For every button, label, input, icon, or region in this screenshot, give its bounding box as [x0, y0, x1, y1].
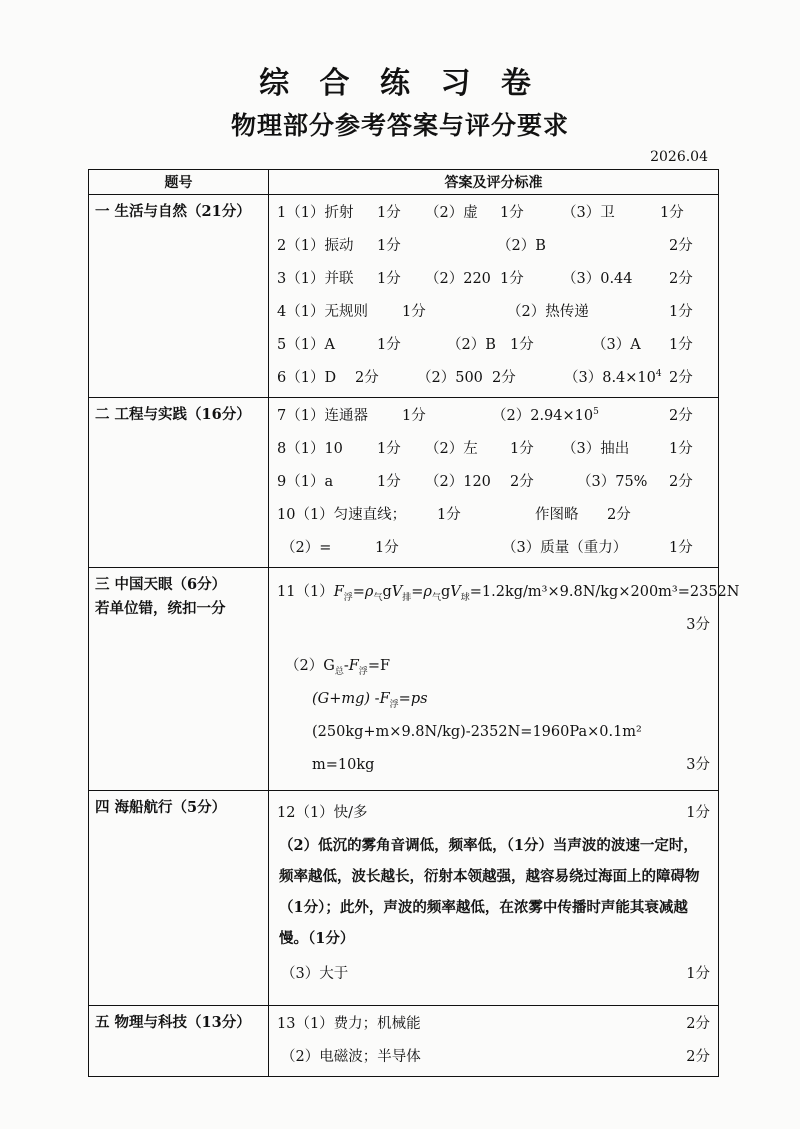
page-title: 综 合 练 习 卷 — [259, 66, 541, 101]
score-line-1 — [277, 609, 710, 642]
answer-text — [564, 362, 662, 395]
score-text: 1分 — [669, 540, 693, 556]
score-text: 2分 — [607, 507, 631, 523]
answer-line-12 — [277, 797, 710, 830]
answer-text: （3）抽出 — [562, 441, 630, 457]
answer-line-13-2 — [277, 1041, 710, 1074]
answer-text: （2）B — [497, 238, 546, 254]
answer-line-4 — [277, 296, 710, 329]
score-text: 1分 — [375, 540, 399, 556]
formula-line-1 — [277, 576, 740, 609]
score-text: 1分 — [660, 205, 684, 221]
answer-text: 作图略 — [535, 507, 579, 523]
col-header-number: 题号 — [89, 170, 269, 195]
score-text: 2分 — [355, 370, 379, 386]
formula-text: m=10kg — [312, 757, 375, 773]
score-text: 1分 — [510, 441, 534, 457]
section-answers-5 — [269, 1006, 719, 1077]
score-text: 3分 — [686, 757, 710, 773]
answer-exponent: 5 — [593, 407, 599, 418]
score-text: 2分 — [669, 474, 693, 490]
answer-base: （2）2.94×10 — [492, 408, 594, 424]
answer-line-6 — [277, 362, 710, 395]
answer-text: 4（1）无规则 — [277, 304, 368, 320]
answer-text: （2）热传递 — [507, 304, 589, 320]
score-text: 1分 — [377, 271, 401, 287]
formula-text: $11(1)F_浮=\rho_气gV_排=\rho_气gV_球=1.2kg/m^3\times 9.8N/kg\times 200m^3=2352N$ — [277, 584, 740, 603]
section-title-text: 三 中国天眼（6分） — [95, 576, 227, 593]
answer-table — [88, 169, 740, 1077]
score-text: 1分 — [669, 337, 693, 353]
score-text: 1分 — [377, 337, 401, 353]
answer-text: （2）虚 — [425, 205, 478, 221]
score-text: 1分 — [402, 408, 426, 424]
score-text: 1分 — [686, 966, 710, 982]
formula-prefix: （2）G — [285, 658, 335, 674]
score-text: 2分 — [510, 474, 534, 490]
answer-text: （3）A — [592, 337, 641, 353]
section-title-5: 五 物理与科技（13分） — [89, 1006, 269, 1077]
section-row-5 — [89, 1006, 719, 1077]
answer-text: （2）220 — [425, 271, 491, 287]
answer-line-12-3 — [277, 958, 710, 991]
score-text: 2分 — [669, 271, 693, 287]
answer-line-2 — [277, 230, 710, 263]
score-text: 2分 — [686, 1016, 710, 1032]
answer-text: （3）卫 — [562, 205, 615, 221]
answer-text: 13（1）费力；机械能 — [277, 1016, 421, 1032]
answer-text: （2）B — [447, 337, 496, 353]
answer-line-8 — [277, 433, 710, 466]
table-header-row — [89, 170, 719, 195]
answer-text: （2）电磁波；半导体 — [281, 1049, 421, 1065]
formula-line-2 — [277, 650, 710, 683]
answer-text: 7（1）连通器 — [277, 408, 368, 424]
section-note: 若单位错，统扣一分 — [95, 600, 226, 617]
section-row-2 — [89, 398, 719, 568]
formula-prefix: 11（1） — [277, 584, 334, 600]
score-text: 1分 — [377, 238, 401, 254]
formula-subscript: 总 — [334, 666, 344, 677]
section-row-4 — [89, 791, 719, 1006]
score-text: 1分 — [377, 474, 401, 490]
answer-text: （3）0.44 — [562, 271, 633, 287]
formula-line-3 — [277, 683, 710, 716]
answer-text: 5（1）A — [277, 337, 335, 353]
score-text: 2分 — [669, 370, 693, 386]
formula-line-5 — [277, 749, 710, 782]
section-answers-2 — [269, 398, 719, 568]
answer-text: （2）= — [281, 540, 332, 556]
score-text: 3分 — [686, 617, 710, 633]
answer-line-13 — [277, 1008, 710, 1041]
answer-text: （3）质量（重力） — [502, 540, 628, 556]
answer-text: 8（1）10 — [277, 441, 343, 457]
answer-line-7 — [277, 400, 710, 433]
answer-line-9 — [277, 466, 710, 499]
section-answers-1 — [269, 195, 719, 398]
answer-paragraph: （2）低沉的雾角音调低，频率低，（1分）当声波的波速一定时，频率越低，波长越长，衍射本领越强，越容易绕过海面上的障碍物（1分）；此外，声波的频率越低，在浓雾中传播时声能其衰减越慢。（1分） — [279, 837, 700, 947]
formula-text: $(2)G_总-F_浮=F$ — [285, 658, 391, 677]
score-text: 1分 — [686, 805, 710, 821]
answer-text: 2（1）振动 — [277, 238, 354, 254]
answer-text: （2）500 — [417, 370, 483, 386]
score-text: 1分 — [510, 337, 534, 353]
answer-line-3 — [277, 263, 710, 296]
col-header-answers: 答案及评分标准 — [269, 170, 719, 195]
answer-text: 1（1）折射 — [277, 205, 354, 221]
formula-line-4 — [277, 716, 710, 749]
answer-text — [492, 400, 599, 433]
score-text: 2分 — [669, 238, 693, 254]
score-text: 1分 — [669, 441, 693, 457]
answer-text: （3）75% — [577, 474, 648, 490]
answer-line-1 — [277, 197, 710, 230]
section-title-4: 四 海船航行（5分） — [89, 791, 269, 1006]
section-answers-4 — [269, 791, 719, 1006]
answer-line-5 — [277, 329, 710, 362]
score-text: 1分 — [377, 441, 401, 457]
score-text: 2分 — [669, 408, 693, 424]
score-text: 1分 — [377, 205, 401, 221]
page-subtitle: 物理部分参考答案与评分要求 — [230, 111, 569, 140]
answer-text: 3（1）并联 — [277, 271, 354, 287]
date-label: 2026.04 — [650, 149, 708, 165]
answer-text: 10（1）匀速直线； — [277, 507, 407, 523]
answer-line-10b — [277, 532, 710, 565]
answer-text: （3）大于 — [281, 966, 349, 982]
answer-text: （2）左 — [425, 441, 478, 457]
score-text: 1分 — [500, 205, 524, 221]
section-answers-3 — [269, 568, 740, 791]
section-row-1 — [89, 195, 719, 398]
answer-line-10 — [277, 499, 710, 532]
section-title-3 — [89, 568, 269, 791]
section-row-3 — [89, 568, 719, 791]
answer-text: 12（1）快/多 — [277, 805, 368, 821]
score-text: 1分 — [437, 507, 461, 523]
section-title-1: 一 生活与自然（21分） — [89, 195, 269, 398]
formula-tail: =1.2kg/m³×9.8N/kg×200m³=2352N — [469, 584, 740, 600]
formula-text: (250kg+m×9.8N/kg)-2352N=1960Pa×0.1m² — [312, 724, 642, 740]
score-text: 2分 — [492, 370, 516, 386]
answer-text: （2）120 — [425, 474, 491, 490]
score-text: 2分 — [686, 1049, 710, 1065]
score-text: 1分 — [669, 304, 693, 320]
answer-text: 6（1）D — [277, 370, 337, 386]
section-title-2: 二 工程与实践（16分） — [89, 398, 269, 568]
formula-group: (G+mg) — [312, 691, 371, 707]
score-text: 1分 — [500, 271, 524, 287]
answer-text: 9（1）a — [277, 474, 334, 490]
answer-exponent: 4 — [655, 369, 662, 380]
score-text: 1分 — [402, 304, 426, 320]
answer-base: （3）8.4×10 — [564, 370, 656, 386]
formula-text: (G+mg) $-F_浮=ps$ — [312, 691, 428, 710]
